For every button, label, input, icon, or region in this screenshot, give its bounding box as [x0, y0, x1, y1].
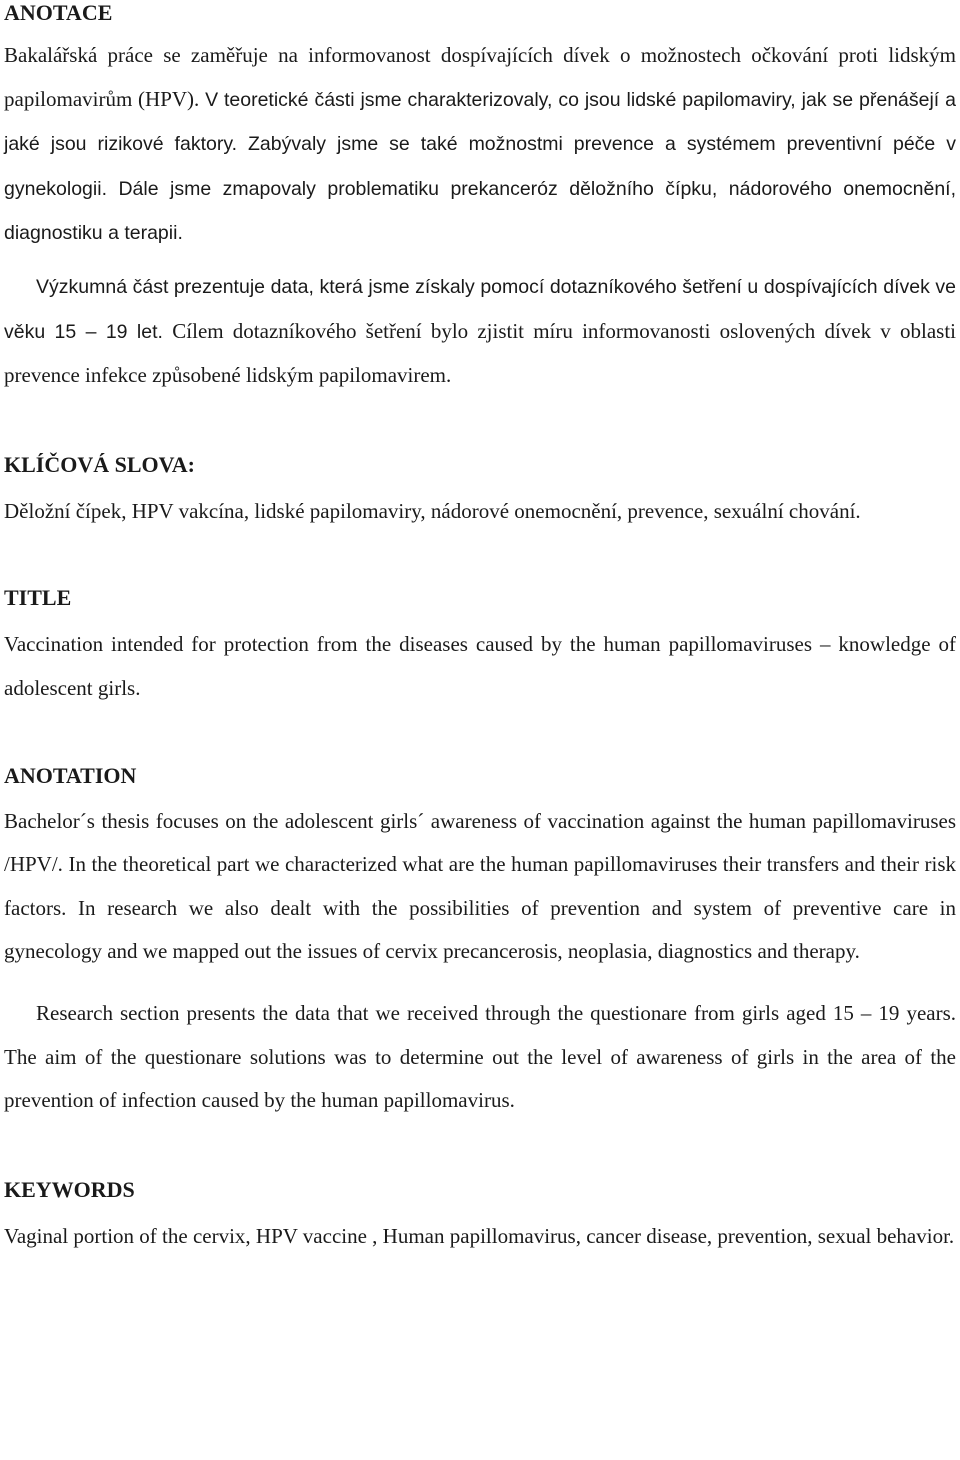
- anotace-paragraph-2-sans: Výzkumná část prezentuje data, která jsme získaly pomocí dotazníkového šetření u dospívajících dívek ve věku 15 – 19 let.: [4, 275, 956, 343]
- anotace-paragraph-2: [4, 265, 956, 398]
- title-heading: TITLE: [4, 585, 72, 611]
- anotation-paragraph-1: Bachelor´s thesis focuses on the adolescent girls´ awareness of vaccination against the human papillomaviruses /HPV/. In the theoretical part we characterized what are the human papillomaviruses their transfers and their risk factors. In research we also dealt with the possibilities of prevention and system of preventive care in gynecology and we mapped out the issues of cervix precancerosis, neoplasia, diagnostics and therapy.: [4, 808, 956, 964]
- anotace-paragraph-1-serif: Bakalářská práce se zaměřuje na informovanost dospívajících dívek o možnostech očkování proti lidským papilomavirům (HPV).: [4, 43, 956, 111]
- document-page: [4, 0, 956, 1258]
- keywords-heading: KEYWORDS: [4, 1176, 135, 1202]
- anotation-heading: ANOTATION: [4, 762, 137, 788]
- keywords-text: Vaginal portion of the cervix, HPV vaccine , Human papillomavirus, cancer disease, prevention, sexual behavior.: [4, 1223, 955, 1248]
- klicova-slova-text: Děložní čípek, HPV vakcína, lidské papilomaviry, nádorové onemocnění, prevence, sexuální chování.: [4, 498, 861, 523]
- klicova-slova-heading: KLÍČOVÁ SLOVA:: [4, 451, 195, 477]
- anotace-paragraph-1-sans: V teoretické části jsme charakterizovaly, co jsou lidské papilomaviry, jak se přenášejí a jaké jsou rizikové faktory. Zabývaly jsme se také možnostmi prevence a systémem preventivní péče v gynekologii. Dále jsme zmapovaly problematiku prekanceróz děložního čípku, nádorového onemocnění, diagnostiku a terapii.: [4, 88, 956, 245]
- anotation-paragraph-2: Research section presents the data that we received through the questionare from girls aged 15 – 19 years. The aim of the questionare solutions was to determine out the level of awareness of girls in the area of the prevention of infection caused by the human papillomavirus.: [4, 1000, 956, 1113]
- anotace-heading: ANOTACE: [4, 0, 113, 25]
- anotace-paragraph-1: [4, 34, 956, 256]
- anotace-paragraph-2-serif: Cílem dotazníkového šetření bylo zjistit míru informovanosti oslovených dívek v oblasti prevence infekce způsobené lidským papilomavirem.: [4, 318, 956, 388]
- title-text: Vaccination intended for protection from the diseases caused by the human papillomaviruses – knowledge of adolescent girls.: [4, 632, 956, 700]
